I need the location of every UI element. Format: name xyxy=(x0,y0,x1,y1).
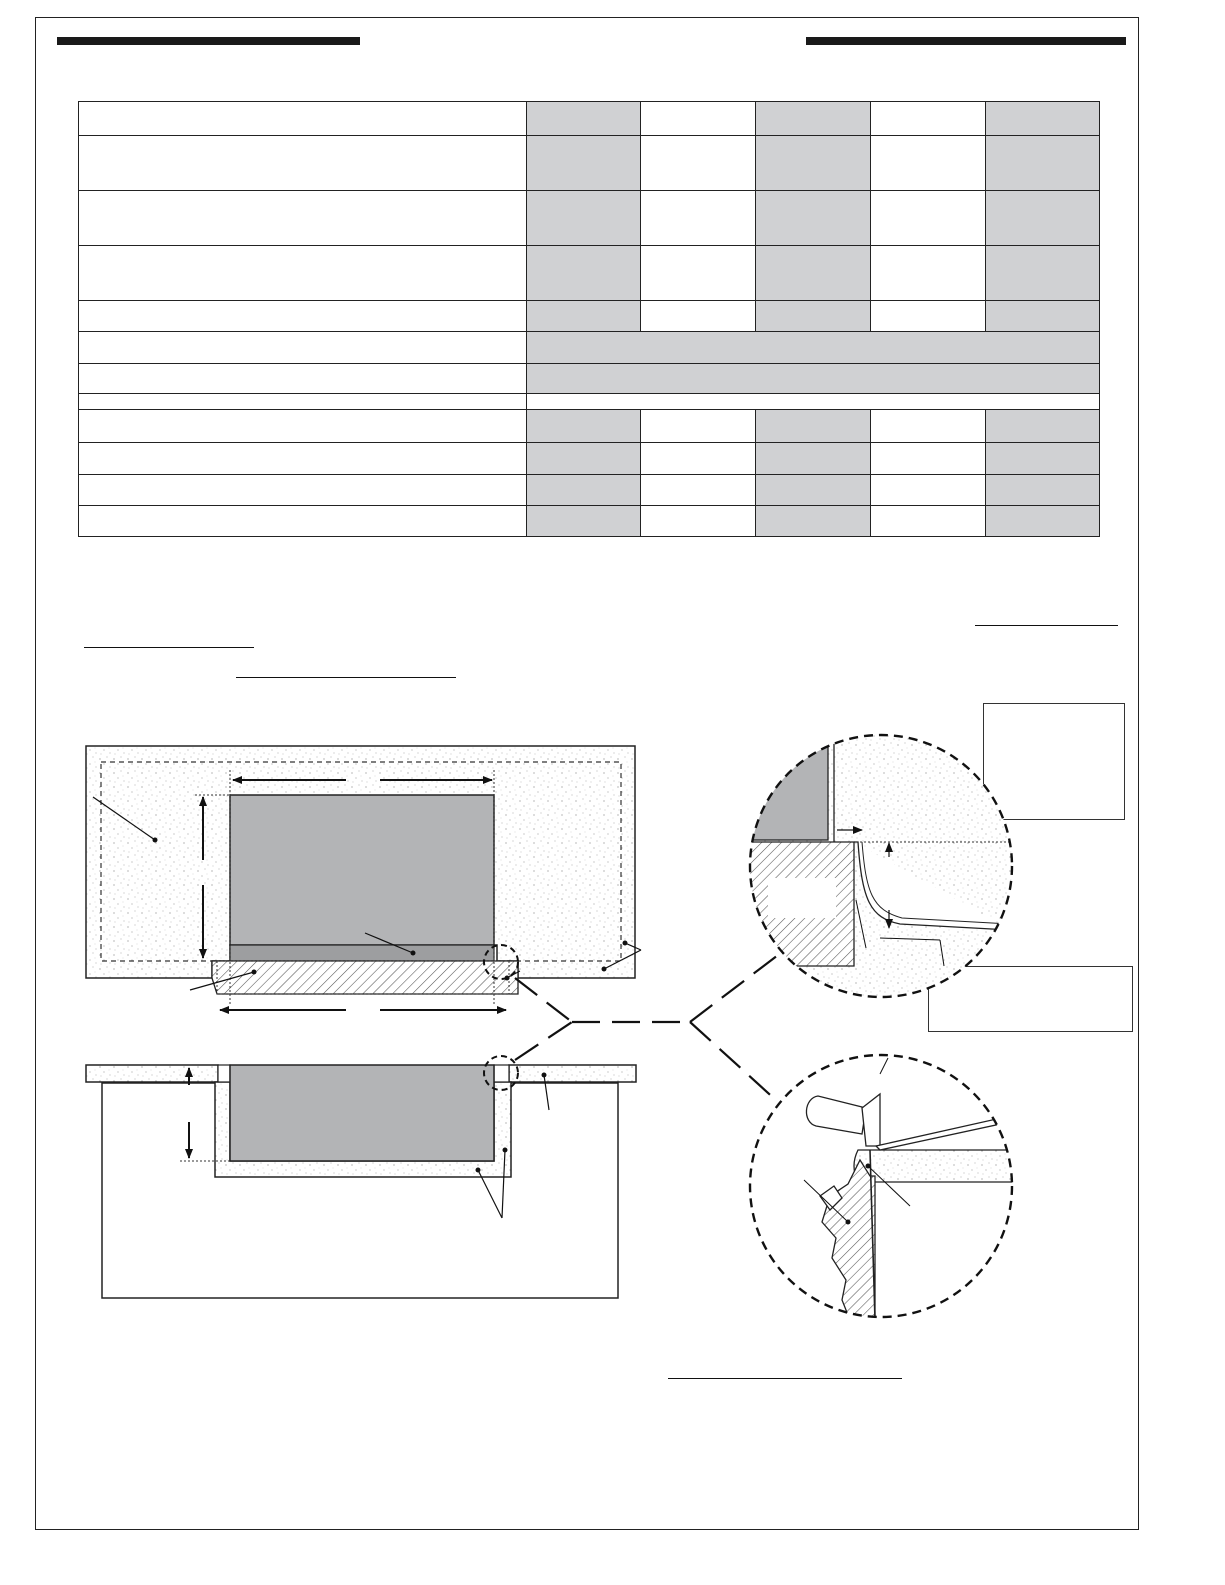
sink-rim-left xyxy=(218,1065,230,1082)
leader-dot xyxy=(153,838,158,843)
leader-dot xyxy=(476,1168,481,1173)
leader-dot xyxy=(411,951,416,956)
leader-dot xyxy=(542,1073,547,1078)
sink-front-lip xyxy=(230,945,494,961)
leader-dot xyxy=(503,1148,508,1153)
front-rail-hatched xyxy=(212,961,518,994)
countertop-slab-left xyxy=(86,1065,218,1082)
sink-rim-right xyxy=(494,1065,509,1082)
leader-dot xyxy=(623,941,628,946)
countertop-detail xyxy=(854,1150,1015,1182)
sink-bowl-section xyxy=(230,1065,494,1161)
detail-circle-top xyxy=(740,730,1020,1010)
leader-dot xyxy=(602,967,607,972)
leader-dot xyxy=(505,976,510,981)
sink-wall-detail xyxy=(740,730,828,840)
detail-circle-bottom xyxy=(740,1050,1020,1330)
countertop-slab-right xyxy=(509,1065,636,1082)
sink-bowl-plan xyxy=(230,795,494,945)
plan-view xyxy=(86,746,641,1010)
section-view xyxy=(86,1056,636,1298)
leader-dot xyxy=(252,970,257,975)
